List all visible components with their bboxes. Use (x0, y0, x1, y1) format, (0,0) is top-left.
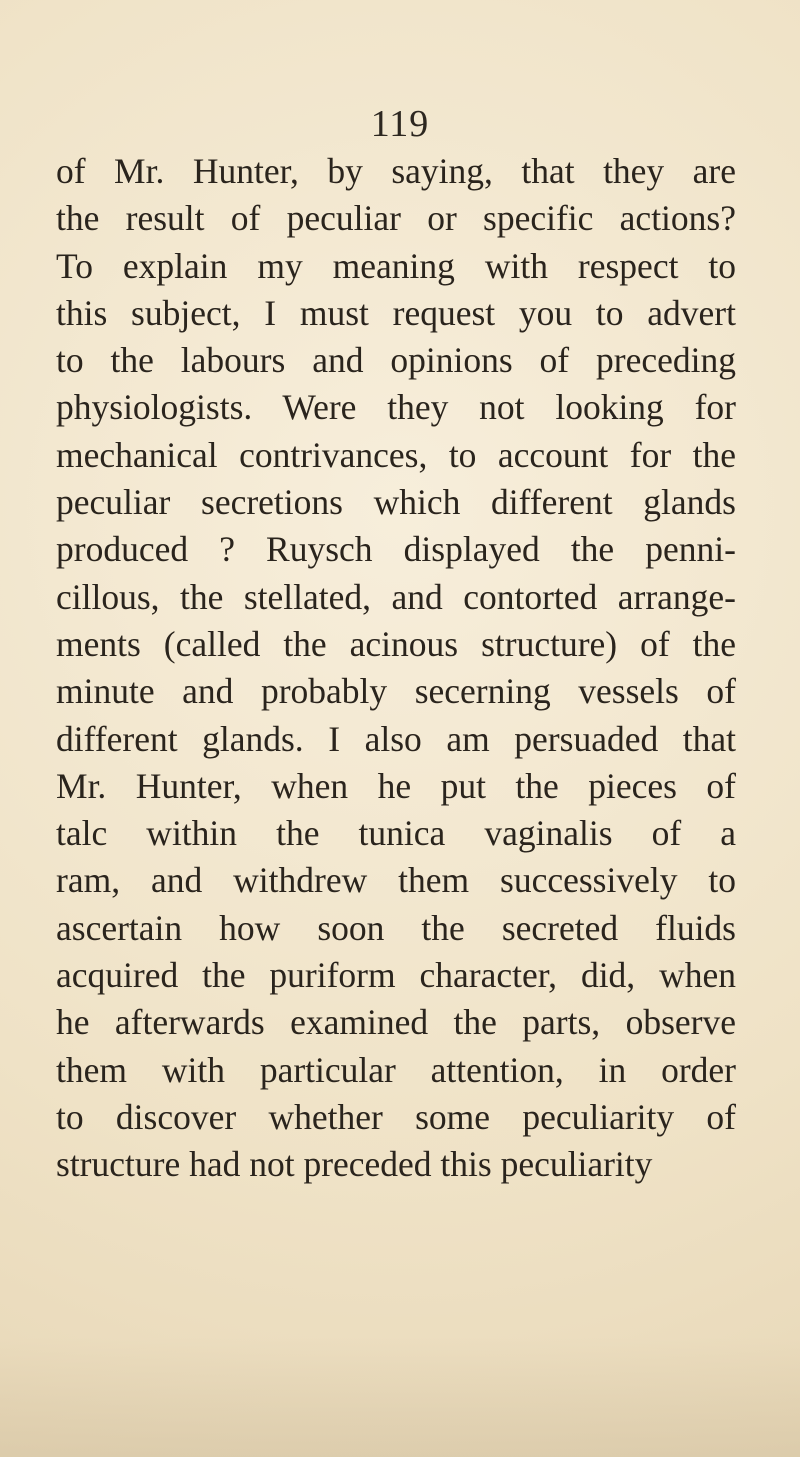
page-edge-shadow (0, 1337, 800, 1457)
text-line: of Mr. Hunter, by saying, that they are (56, 151, 736, 191)
text-line: To explain my meaning with respect to (56, 245, 736, 286)
text-line: the result of peculiar or specific actions? (56, 198, 736, 239)
text-line: to discover whether some peculiarity of (56, 1096, 736, 1137)
text-line: different glands. I also am persuaded that (56, 718, 736, 759)
text-line: peculiar secretions which different glands (56, 482, 736, 523)
text-line: Mr. Hunter, when he put the pieces of (56, 765, 736, 806)
text-line: ments (called the acinous structure) of the (56, 623, 736, 664)
text-line: physiologists. Were they not looking for (56, 387, 736, 428)
page-number: 119 (370, 103, 430, 145)
text-line: acquired the puriform character, did, when (56, 955, 736, 996)
text-line: talc within the tunica vaginalis of a (56, 813, 736, 854)
text-line: mechanical contrivances, to account for the (56, 434, 736, 475)
text-line: ram, and withdrew them successively to (56, 860, 736, 901)
text-line: structure had not preceded this peculiarity (56, 1144, 653, 1185)
text-line: ascertain how soon the secreted fluids (56, 907, 736, 948)
text-line: minute and probably secerning vessels of (56, 671, 736, 712)
text-line: to the labours and opinions of preceding (56, 340, 736, 381)
text-line: this subject, I must request you to advert (56, 292, 736, 333)
body-text (56, 148, 736, 1189)
text-line: he afterwards examined the parts, observe (56, 1002, 736, 1043)
text-line: cillous, the stellated, and contorted arrange- (56, 576, 736, 617)
text-line: produced ? Ruysch displayed the penni- (56, 529, 736, 570)
text-line: them with particular attention, in order (56, 1049, 736, 1090)
